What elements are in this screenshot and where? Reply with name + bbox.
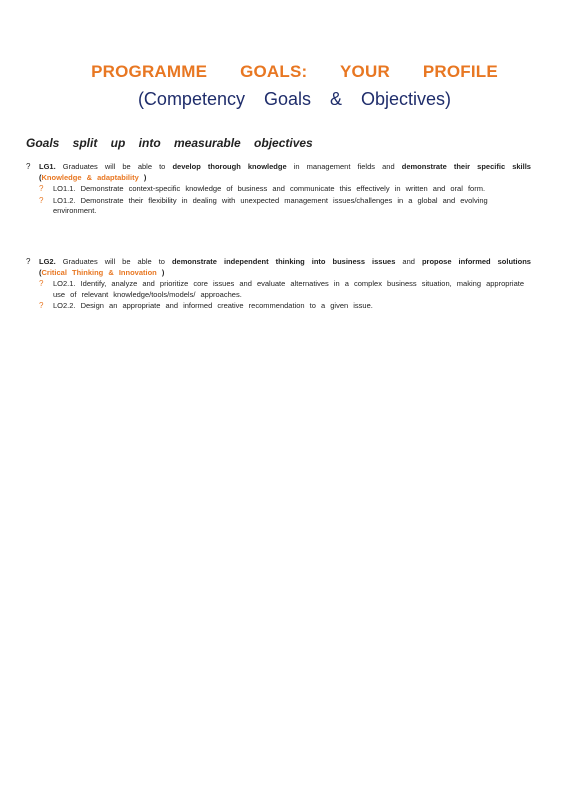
goal-competency-tag: Critical Thinking & Innovation bbox=[41, 267, 157, 277]
goal-text-part: and bbox=[402, 257, 415, 266]
page-title: PROGRAMME GOALS: YOUR PROFILE bbox=[91, 62, 498, 81]
objective-list bbox=[39, 184, 531, 217]
bullet-icon: ? bbox=[39, 279, 44, 288]
objective-list bbox=[39, 279, 531, 312]
objective-text: LO2.1. Identify, analyze and prioritize core issues and evaluate alternatives in a complex business situation, making appropriate use of relevant knowledge/tools/models/ approaches. bbox=[53, 279, 525, 299]
goal-text-part: in management fields and bbox=[293, 162, 395, 171]
bullet-icon: ? bbox=[26, 257, 31, 266]
goal-strong-part: develop thorough knowledge bbox=[172, 162, 287, 171]
goal-text-part: Graduates will be able to bbox=[62, 162, 166, 171]
objective-item bbox=[39, 301, 531, 312]
bullet-icon: ? bbox=[39, 301, 44, 310]
objective-text: LO2.2. Design an appropriate and informed creative recommendation to a given issue. bbox=[53, 301, 373, 310]
page-subtitle: (Competency Goals & Objectives) bbox=[137, 89, 452, 109]
objective-item bbox=[39, 184, 531, 195]
goal-statement bbox=[39, 162, 531, 183]
goal-tag-open: ( bbox=[39, 172, 42, 182]
objective-text: LO1.2. Demonstrate their flexibility in dealing with unexpected management issues/challenges in a global and evolving environment. bbox=[53, 195, 488, 215]
goal-tag-close: ) bbox=[161, 267, 165, 277]
goal-strong-part: demonstrate independent thinking into business issues bbox=[171, 257, 396, 266]
goal-text-part: Graduates will be able to bbox=[62, 257, 165, 266]
goal-tag-close: ) bbox=[143, 172, 147, 182]
objective-text: LO1.1. Demonstrate context-specific knowledge of business and communicate this effectively in written and oral form. bbox=[53, 184, 486, 193]
learning-goal-2 bbox=[26, 257, 531, 313]
bullet-icon: ? bbox=[39, 195, 44, 205]
learning-goal-1 bbox=[26, 162, 531, 218]
objective-item bbox=[39, 196, 531, 217]
goal-tag-open: ( bbox=[39, 267, 42, 277]
goal-strong-part: propose informed solutions bbox=[421, 257, 531, 266]
goal-strong-part: demonstrate their specific skills bbox=[401, 162, 531, 171]
goal-code: LG1. bbox=[39, 162, 56, 171]
goal-competency-tag: Knowledge & adaptability bbox=[41, 172, 139, 182]
goal-code: LG2. bbox=[39, 257, 56, 266]
bullet-icon: ? bbox=[39, 184, 44, 193]
goal-statement bbox=[39, 257, 531, 278]
bullet-icon: ? bbox=[26, 162, 31, 171]
objective-item bbox=[39, 279, 531, 300]
section-heading: Goals split up into measurable objectives bbox=[26, 136, 313, 150]
